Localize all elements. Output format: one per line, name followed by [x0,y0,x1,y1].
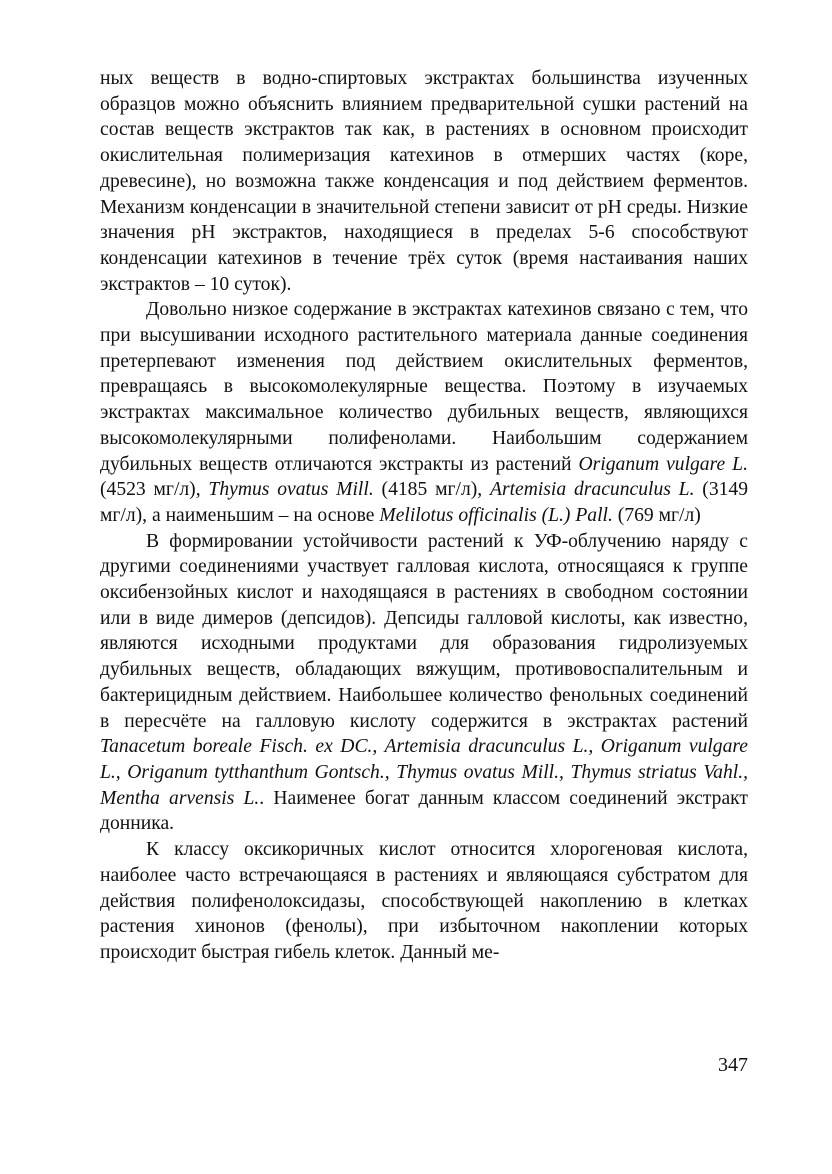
text-run: . Наименее богат данным классом соединений экстракт донника. [100,787,748,835]
text-run: ных веществ в водно-спиртовых экстрактах большинства изученных образцов можно объяснить влиянием предварительной сушки растений на состав веществ экстрактов так как, в растениях в основном происходит окислительная полимеризация катехинов в отмерших частях (коре, древесине), но возможна также конденсация и под действием ферментов. Механизм конденсации в значительной степени зависит от pH среды. Низкие значения pH экстрактов, находящиеся в пределах 5-6 способствуют конденсации катехинов в течение трёх суток (время настаивания наших экстрактов – 10 суток). [100,68,748,295]
text-run: (3149 мг/л), а наименьшим – на основе [100,479,749,526]
text-run: К классу оксикоричных кислот относится хлорогеновая кислота, наиболее часто встречающаяся в растениях и являющаяся субстратом для действия полифенолоксидазы, способствующей накоплению в клетках растения хинонов (фенолы), при избыточном накоплении которых происходит быстрая гибель клеток. Данный ме- [100,839,748,963]
paragraph-4 [100,837,748,966]
species-name: Artemisia dracunculus L. [489,479,695,501]
page-number: 347 [718,1054,748,1076]
species-name: Melilotus officinalis (L.) Pall. [379,504,613,526]
text-run: (4523 мг/л), [100,479,209,501]
species-name: Tanacetum boreale Fisch. ex DC., Artemisia dracunculus L., Origanum vulgare L., Origanum tytthanthum Gontsch., Thymus ovatus Mill., Thymus striatus Vahl., Mentha arvensis L. [100,736,748,809]
text-run: Довольно низкое содержание в экстрактах катехинов связано с тем, что при высушивании исходного растительного материала данные соединения претерпевают изменения под действием окислительных ферментов, превращаясь в высокомолекулярные вещества. Поэтому в изучаемых экстрактах максимальное количество дубильных веществ, являющихся высокомолекулярными полифенолами. Наибольшим содержанием дубильных веществ отличаются экстракты из растений [100,299,748,475]
species-name: Thymus ovatus Mill. [208,479,374,501]
paragraph-1 [100,66,748,297]
paragraph-2 [100,297,748,528]
text-run: В формировании устойчивости растений к УФ-облучению наряду с другими соединениями участвует галловая кислота, относящаяся к группе оксибензойных кислот и находящаяся в растениях в свободном состоянии или в виде димеров (депсидов). Депсиды галловой кислоты, как известно, являются исходными продуктами для образования гидролизуемых дубильных веществ, обладающих вяжущим, противовоспалительным и бактерицидным действием. Наибольшее количество фенольных соединений в пересчёте на галловую кислоту содержится в экстрактах растений [100,530,748,732]
paragraph-3 [100,529,748,837]
text-body [100,66,748,966]
text-run: (769 мг/л) [612,504,701,526]
text-run: (4185 мг/л), [373,479,490,501]
species-name: Origanum vulgare L. [578,453,748,475]
